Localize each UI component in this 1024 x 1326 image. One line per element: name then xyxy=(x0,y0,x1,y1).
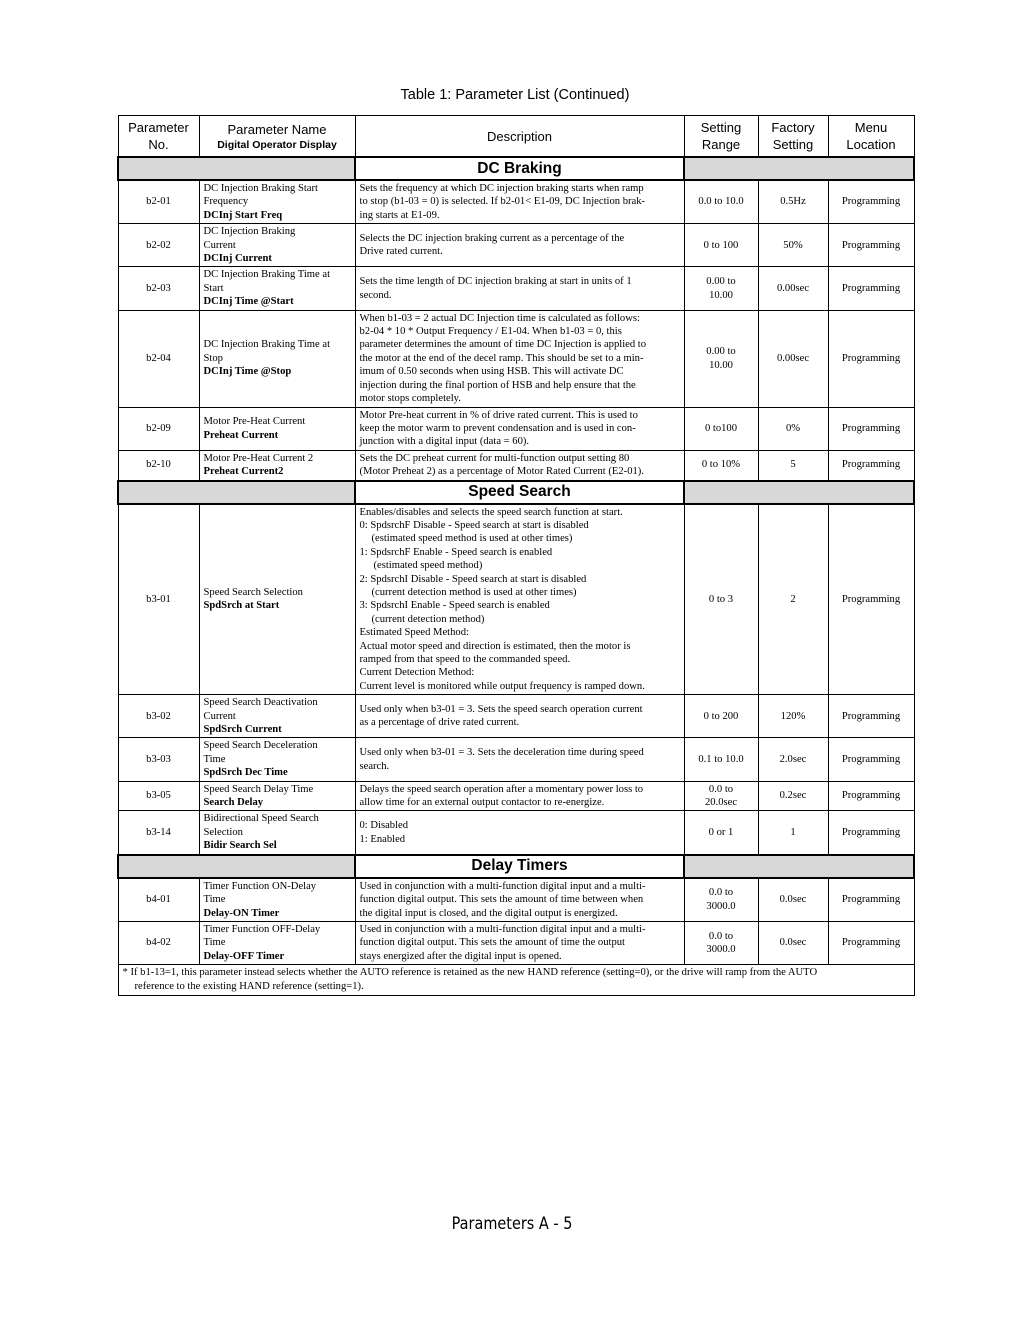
description-line: motor stops completely. xyxy=(359,393,461,405)
section-fill xyxy=(684,157,914,180)
description-line: Sets the frequency at which DC injection braking starts when ramp xyxy=(359,183,644,194)
parameter-name-line: Speed Search Selection xyxy=(203,586,303,598)
parameter-name-line: Current xyxy=(203,239,236,251)
parameter-row xyxy=(118,267,914,310)
parameter-name xyxy=(199,781,355,811)
parameter-name xyxy=(199,695,355,738)
parameter-row xyxy=(118,738,914,781)
parameter-name xyxy=(199,450,355,480)
setting-range-line: 0 to100 xyxy=(704,422,738,434)
parameter-name-line: Speed Search Delay Time xyxy=(203,783,314,795)
factory-setting: 2.0sec xyxy=(758,738,828,781)
parameter-name-line: DC Injection Braking xyxy=(203,226,296,238)
factory-setting: 0.0sec xyxy=(758,921,828,964)
factory-setting: 0% xyxy=(758,407,828,450)
setting-range xyxy=(684,267,758,310)
setting-range xyxy=(684,407,758,450)
description-line: Current Detection Method: xyxy=(359,667,475,679)
parameter-name xyxy=(199,921,355,964)
parameter-description xyxy=(355,224,684,267)
parameter-description xyxy=(355,878,684,922)
parameter-row xyxy=(118,695,914,738)
menu-location: Programming xyxy=(828,180,914,224)
parameter-description xyxy=(355,504,684,695)
setting-range-line: 0.0 to xyxy=(708,783,734,795)
setting-range-line: 0.0 to 10.0 xyxy=(698,196,744,208)
description-line: Enables/disables and selects the speed search function at start. xyxy=(359,506,623,518)
setting-range-line: 3000.0 xyxy=(706,900,736,912)
table-title: Table 1: Parameter List (Continued) xyxy=(400,87,630,103)
parameter-table xyxy=(117,115,915,996)
parameter-row xyxy=(118,224,914,267)
header-description: Description xyxy=(355,116,684,158)
description-line: search. xyxy=(359,760,390,772)
parameter-description xyxy=(355,180,684,224)
description-line: the motor at the end of the decel ramp. This should be set to a min- xyxy=(359,352,644,364)
description-line: 0: Disabled xyxy=(359,820,409,832)
description-line: When b1-03 = 2 actual DC Injection time is calculated as follows: xyxy=(359,312,640,324)
parameter-number: b3-14 xyxy=(118,811,199,855)
parameter-row xyxy=(118,781,914,811)
parameter-name-line: DC Injection Braking Time at xyxy=(203,339,331,351)
description-line: b2-04 * 10 * Output Frequency / E1-04. When b1-03 = 0, this xyxy=(359,326,622,338)
setting-range-line: 0 to 10% xyxy=(701,459,741,471)
description-line: to stop (b1-03 = 0) is selected. If b2-01< E1-09, DC Injection brak- xyxy=(359,196,646,208)
parameter-row xyxy=(118,310,914,407)
section-fill xyxy=(684,855,914,878)
menu-location: Programming xyxy=(828,310,914,407)
operator-display-name: Delay-OFF Timer xyxy=(203,950,285,962)
parameter-name-line: Selection xyxy=(203,826,243,838)
operator-display-name: DCInj Time @Start xyxy=(203,296,294,308)
header-row xyxy=(118,116,914,158)
description-line: Used only when b3-01 = 3. Sets the deceleration time during speed xyxy=(359,747,644,759)
parameter-name-line: Time xyxy=(203,937,226,949)
description-line: function digital output. This sets the amount of time between when xyxy=(359,894,644,906)
setting-range xyxy=(684,878,758,922)
parameter-description xyxy=(355,310,684,407)
operator-display-name: Delay-ON Timer xyxy=(203,907,280,919)
operator-display-name: DCInj Start Freq xyxy=(203,209,283,221)
parameter-number: b2-02 xyxy=(118,224,199,267)
parameter-name xyxy=(199,267,355,310)
factory-setting: 5 xyxy=(758,450,828,480)
parameter-name-line: Speed Search Deceleration xyxy=(203,740,318,752)
header-param-name-sub: Digital Operator Display xyxy=(217,138,337,151)
parameter-name xyxy=(199,310,355,407)
factory-setting: 0.5Hz xyxy=(758,180,828,224)
parameter-description xyxy=(355,738,684,781)
parameter-name-line: Speed Search Deactivation xyxy=(203,697,318,709)
operator-display-name: Search Delay xyxy=(203,797,264,809)
description-line: Selects the DC injection braking current as a percentage of the xyxy=(359,232,625,244)
header-factory-setting: Factory Setting xyxy=(758,116,828,158)
footnote-line: reference to the existing HAND reference (setting=1). xyxy=(134,981,364,993)
description-line: parameter determines the amount of time DC Injection is applied to xyxy=(359,339,647,351)
parameter-name-line: Bidirectional Speed Search xyxy=(203,813,319,825)
parameter-name-line: Time xyxy=(203,753,226,765)
parameter-name-line: Timer Function ON-Delay xyxy=(203,880,317,892)
menu-location: Programming xyxy=(828,878,914,922)
table-body xyxy=(118,157,914,996)
parameter-name-line: Motor Pre-Heat Current xyxy=(203,416,306,428)
parameter-name-line: DC Injection Braking Time at xyxy=(203,269,331,281)
description-line: (current detection method) xyxy=(371,613,485,625)
description-line: (Motor Preheat 2) as a percentage of Motor Rated Current (E2-01). xyxy=(359,466,644,478)
setting-range-line: 0 to 200 xyxy=(703,710,739,722)
setting-range-line: 20.0sec xyxy=(704,797,738,809)
parameter-description xyxy=(355,407,684,450)
parameter-name-line: Frequency xyxy=(203,196,249,208)
parameter-row xyxy=(118,878,914,922)
description-line: 2: SpdsrchI Disable - Speed search at start is disabled xyxy=(359,573,587,585)
description-line: injection during the final portion of HSB and help ensure that the xyxy=(359,379,636,391)
setting-range xyxy=(684,504,758,695)
footnote xyxy=(118,965,914,996)
parameter-number: b3-02 xyxy=(118,695,199,738)
parameter-row xyxy=(118,407,914,450)
description-line: Sets the DC preheat current for multi-function output setting 80 xyxy=(359,452,630,464)
description-line: Used in conjunction with a multi-function digital input and a multi- xyxy=(359,923,646,935)
setting-range-line: 0.0 to xyxy=(708,887,734,899)
header-setting-range: Setting Range xyxy=(684,116,758,158)
menu-location: Programming xyxy=(828,267,914,310)
parameter-name-line: DC Injection Braking Start xyxy=(203,183,318,194)
factory-setting: 120% xyxy=(758,695,828,738)
parameter-description xyxy=(355,811,684,855)
description-line: Used only when b3-01 = 3. Sets the speed search operation current xyxy=(359,703,643,715)
parameter-name-line: Current xyxy=(203,710,236,722)
description-line: Estimated Speed Method: xyxy=(359,627,469,639)
parameter-name-line: Stop xyxy=(203,352,223,364)
section-header-row xyxy=(118,157,914,180)
menu-location: Programming xyxy=(828,407,914,450)
factory-setting: 1 xyxy=(758,811,828,855)
parameter-description xyxy=(355,781,684,811)
menu-location: Programming xyxy=(828,450,914,480)
description-line: 3: SpdsrchI Enable - Speed search is enabled xyxy=(359,600,550,612)
description-line: Drive rated current. xyxy=(359,246,443,258)
section-title: Delay Timers xyxy=(355,855,684,878)
factory-setting: 2 xyxy=(758,504,828,695)
parameter-name xyxy=(199,738,355,781)
parameter-name xyxy=(199,878,355,922)
parameter-number: b2-03 xyxy=(118,267,199,310)
page-footer: Parameters A - 5 xyxy=(451,1214,573,1234)
parameter-number: b3-03 xyxy=(118,738,199,781)
menu-location: Programming xyxy=(828,921,914,964)
description-line: (current detection method is used at other times) xyxy=(371,586,577,598)
parameter-number: b2-04 xyxy=(118,310,199,407)
operator-display-name: DCInj Current xyxy=(203,253,272,265)
section-fill xyxy=(118,481,355,504)
factory-setting: 0.00sec xyxy=(758,267,828,310)
parameter-number: b2-09 xyxy=(118,407,199,450)
operator-display-name: Preheat Current xyxy=(203,429,279,441)
operator-display-name: Bidir Search Sel xyxy=(203,840,277,852)
section-title: Speed Search xyxy=(355,481,684,504)
description-line: 1: SpdsrchF Enable - Speed search is enabled xyxy=(359,546,553,558)
factory-setting: 50% xyxy=(758,224,828,267)
parameter-description xyxy=(355,921,684,964)
operator-display-name: SpdSrch Current xyxy=(203,724,282,736)
operator-display-name: Preheat Current2 xyxy=(203,466,284,478)
setting-range xyxy=(684,310,758,407)
menu-location: Programming xyxy=(828,224,914,267)
parameter-description xyxy=(355,267,684,310)
parameter-name-line: Motor Pre-Heat Current 2 xyxy=(203,452,314,464)
section-fill xyxy=(118,855,355,878)
factory-setting: 0.00sec xyxy=(758,310,828,407)
factory-setting: 0.2sec xyxy=(758,781,828,811)
setting-range-line: 0 or 1 xyxy=(708,826,734,838)
parameter-name xyxy=(199,811,355,855)
description-line: imum of 0.50 seconds when using HSB. This will activate DC xyxy=(359,366,624,378)
setting-range xyxy=(684,921,758,964)
description-line: junction with a digital input (data = 60). xyxy=(359,436,530,448)
description-line: function digital output. This sets the amount of time the output xyxy=(359,937,626,949)
setting-range xyxy=(684,811,758,855)
operator-display-name: SpdSrch at Start xyxy=(203,600,280,612)
factory-setting: 0.0sec xyxy=(758,878,828,922)
section-header-row xyxy=(118,481,914,504)
setting-range-line: 10.00 xyxy=(709,359,733,371)
description-line: Motor Pre-heat current in % of drive rated current. This is used to xyxy=(359,409,638,421)
description-line: 0: SpdsrchF Disable - Speed search at start is disabled xyxy=(359,519,589,531)
description-line: ramped from that speed to the commanded speed. xyxy=(359,654,571,665)
header-menu-location: Menu Location xyxy=(828,116,914,158)
header-param-no: Parameter No. xyxy=(118,116,199,158)
parameter-name-line: Time xyxy=(203,894,226,906)
parameter-number: b4-02 xyxy=(118,921,199,964)
description-line: Sets the time length of DC injection braking at start in units of 1 xyxy=(359,276,632,288)
parameter-number: b3-01 xyxy=(118,504,199,695)
parameter-name xyxy=(199,180,355,224)
footnote-line: * If b1-13=1, this parameter instead selects whether the AUTO reference is retained as the new HAND reference (setting=0), or the drive will ramp from the AUTO xyxy=(122,967,818,979)
setting-range xyxy=(684,695,758,738)
description-line: the digital input is closed, and the digital output is energized. xyxy=(359,907,618,919)
description-line: stays energized after the digital input is opened. xyxy=(359,950,562,962)
parameter-name-line: Timer Function OFF-Delay xyxy=(203,923,321,935)
menu-location: Programming xyxy=(828,504,914,695)
section-title: DC Braking xyxy=(355,157,684,180)
setting-range-line: 0 to 100 xyxy=(703,239,739,251)
parameter-description xyxy=(355,695,684,738)
parameter-row xyxy=(118,811,914,855)
setting-range xyxy=(684,224,758,267)
parameter-number: b3-05 xyxy=(118,781,199,811)
setting-range-line: 0.00 to xyxy=(706,276,736,288)
description-line: Actual motor speed and direction is estimated, then the motor is xyxy=(359,640,631,652)
parameter-number: b2-10 xyxy=(118,450,199,480)
section-fill xyxy=(684,481,914,504)
setting-range-line: 10.00 xyxy=(709,289,733,301)
menu-location: Programming xyxy=(828,738,914,781)
header-param-name: Parameter Name Digital Operator Display xyxy=(199,116,355,158)
description-line: ing starts at E1-09. xyxy=(359,209,440,221)
operator-display-name: SpdSrch Dec Time xyxy=(203,767,288,779)
description-line: 1: Enabled xyxy=(359,833,406,845)
section-header-row xyxy=(118,855,914,878)
description-line: keep the motor warm to prevent condensation and is used in con- xyxy=(359,422,636,434)
menu-location: Programming xyxy=(828,781,914,811)
parameter-description xyxy=(355,450,684,480)
setting-range-line: 0.00 to xyxy=(706,346,736,358)
setting-range-line: 0.1 to 10.0 xyxy=(698,753,744,765)
parameter-row xyxy=(118,504,914,695)
operator-display-name: DCInj Time @Stop xyxy=(203,366,292,378)
parameter-row xyxy=(118,921,914,964)
description-line: Current level is monitored while output frequency is ramped down. xyxy=(359,680,645,692)
description-line: allow time for an external output contactor to re-energize. xyxy=(359,797,605,809)
description-line: Delays the speed search operation after a momentary power loss to xyxy=(359,783,644,795)
parameter-name-line: Start xyxy=(203,282,224,294)
setting-range-line: 0.0 to xyxy=(708,930,734,942)
setting-range xyxy=(684,450,758,480)
parameter-name xyxy=(199,504,355,695)
description-line: (estimated speed method) xyxy=(373,560,483,572)
description-line: second. xyxy=(359,289,392,301)
parameter-number: b4-01 xyxy=(118,878,199,922)
description-line: Used in conjunction with a multi-function digital input and a multi- xyxy=(359,880,646,892)
menu-location: Programming xyxy=(828,695,914,738)
section-fill xyxy=(118,157,355,180)
menu-location: Programming xyxy=(828,811,914,855)
setting-range-line: 0 to 3 xyxy=(708,593,734,605)
parameter-name xyxy=(199,224,355,267)
parameter-row xyxy=(118,180,914,224)
parameter-row xyxy=(118,450,914,480)
description-line: (estimated speed method is used at other times) xyxy=(371,533,573,545)
setting-range xyxy=(684,781,758,811)
parameter-name xyxy=(199,407,355,450)
description-line: as a percentage of drive rated current. xyxy=(359,717,520,729)
parameter-number: b2-01 xyxy=(118,180,199,224)
setting-range xyxy=(684,180,758,224)
footnote-row xyxy=(118,965,914,996)
setting-range-line: 3000.0 xyxy=(706,944,736,956)
setting-range xyxy=(684,738,758,781)
